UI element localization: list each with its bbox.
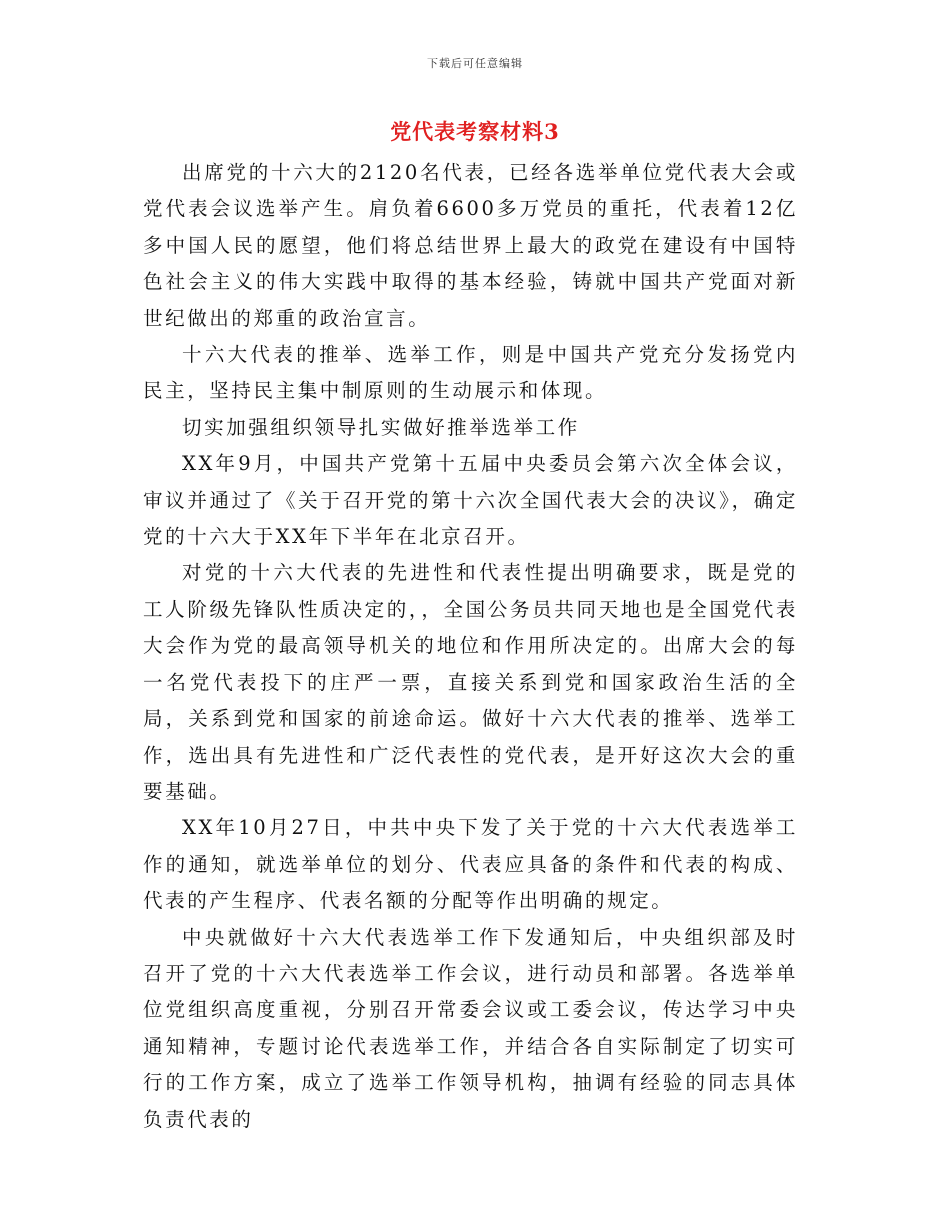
paragraph-4: 对党的十六大代表的先进性和代表性提出明确要求，既是党的工人阶级先锋队性质决定的，，全国公务员共同天地也是全国党代表大会作为党的最高领导机关的地位和作用所决定的。出席大会的每一名党代表投下的庄严一票，直接关系到党和国家政治生活的全局，关系到党和国家的前途命运。做好十六大代表的推举、选举工作，选出具有先进性和广泛代表性的党代表，是开好这次大会的重要基础。 bbox=[143, 561, 798, 803]
page-title: 党代表考察材料3 bbox=[390, 119, 560, 144]
paragraph-2: 十六大代表的推举、选举工作，则是中国共产党充分发扬党内民主，坚持民主集中制原则的生动展示和体现。 bbox=[143, 343, 798, 403]
paragraph-3: XX年9月，中国共产党第十五届中央委员会第六次全体会议，审议并通过了《关于召开党的第十六次全国代表大会的决议》，确定党的十六大于XX年下半年在北京召开。 bbox=[143, 452, 798, 549]
document-body bbox=[143, 155, 798, 1138]
paragraph-1: 出席党的十六大的2120名代表，已经各选举单位党代表大会或党代表会议选举产生。肩负着6600多万党员的重托，代表着12亿多中国人民的愿望，他们将总结世界上最大的政党在建设有中国特色社会主义的伟大实践中取得的基本经验，铸就中国共产党面对新世纪做出的郑重的政治宣言。 bbox=[143, 161, 798, 330]
section-heading: 切实加强组织领导扎实做好推举选举工作 bbox=[182, 415, 580, 439]
paragraph-5: XX年10月27日，中共中央下发了关于党的十六大代表选举工作的通知，就选举单位的划分、代表应具备的条件和代表的构成、代表的产生程序、代表名额的分配等作出明确的规定。 bbox=[143, 816, 798, 913]
header-note: 下载后可任意编辑 bbox=[427, 57, 523, 70]
paragraph-6: 中央就做好十六大代表选举工作下发通知后，中央组织部及时召开了党的十六大代表选举工作会议，进行动员和部署。各选举单位党组织高度重视，分别召开常委会议或工委会议，传达学习中央通知精神，专题讨论代表选举工作，并结合各自实际制定了切实可行的工作方案，成立了选举工作领导机构，抽调有经验的同志具体负责代表的 bbox=[143, 925, 798, 1131]
